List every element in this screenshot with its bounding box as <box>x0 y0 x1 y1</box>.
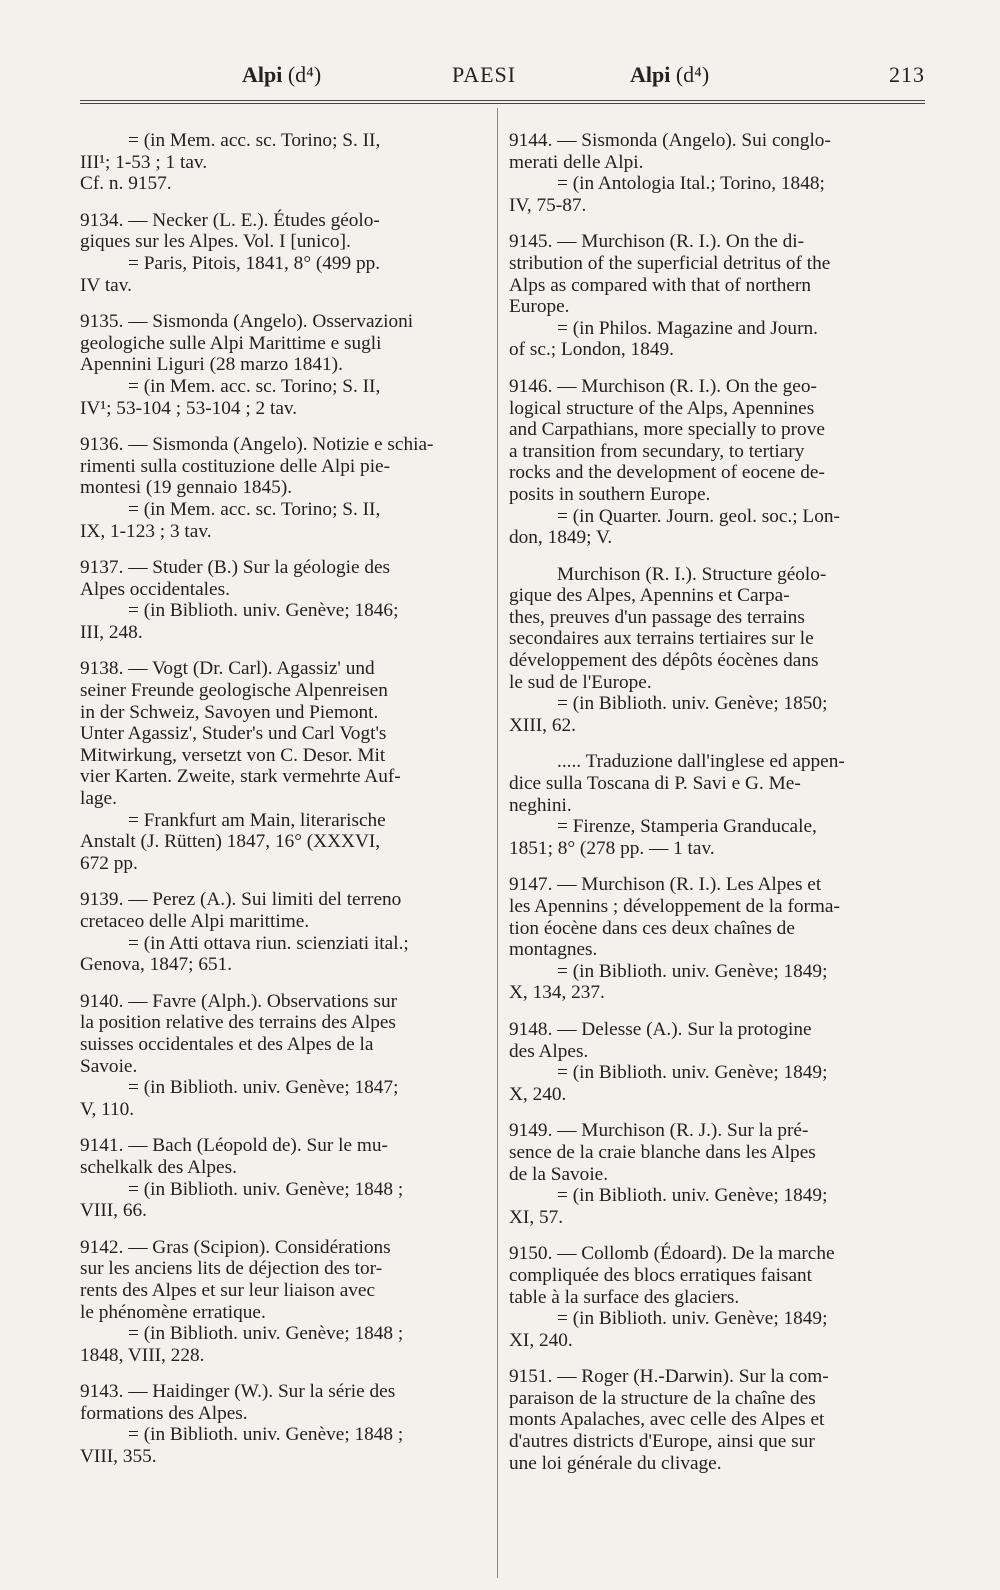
entry-line: in der Schweiz, Savoyen und Piemont. <box>80 701 379 723</box>
entry-line: 9151. — Roger (H.-Darwin). Sur la com- <box>509 1366 829 1388</box>
entry-line: ..... Traduzione dall'inglese ed appen- <box>557 751 845 773</box>
entry-line: = (in Antologia Ital.; Torino, 1848; <box>557 173 825 195</box>
entry-line: IV tav. <box>80 274 132 296</box>
entry-line: 1851; 8° (278 pp. — 1 tav. <box>509 837 715 859</box>
entry-line: 1848, VIII, 228. <box>80 1344 205 1366</box>
entry-line: compliquée des blocs erratiques faisant <box>509 1264 813 1286</box>
entry-line: la position relative des terrains des Alpes <box>80 1012 396 1034</box>
entry-line: = (in Philos. Magazine and Journ. <box>557 317 818 339</box>
entry-line: Unter Agassiz', Studer's und Carl Vogt's <box>80 723 387 745</box>
entry-line: neghini. <box>509 794 572 816</box>
entry-line: don, 1849; V. <box>509 527 613 549</box>
entry-line: = (in Mem. acc. sc. Torino; S. II, <box>128 498 381 520</box>
bibliography-entry <box>509 1366 922 1474</box>
bibliography-entry <box>80 889 483 975</box>
entry-line: 9139. — Perez (A.). Sui limiti del terreno <box>80 889 402 911</box>
running-head-left <box>242 62 321 88</box>
entry-line: formations des Alpes. <box>80 1402 248 1424</box>
entry-line: = (in Mem. acc. sc. Torino; S. II, <box>128 130 381 151</box>
entry-line: Savoie. <box>80 1055 138 1077</box>
entry-line: 9140. — Favre (Alph.). Observations sur <box>80 990 398 1012</box>
entry-line: monts Apalaches, avec celle des Alpes et <box>509 1409 825 1431</box>
entry-line: 9145. — Murchison (R. I.). On the di- <box>509 231 805 253</box>
header-rule-top <box>80 100 925 101</box>
entry-line: dice sulla Toscana di P. Savi e G. Me- <box>509 773 801 795</box>
bibliography-entry <box>80 557 483 643</box>
entry-line: Alpes occidentales. <box>80 578 230 600</box>
entry-line: sur les anciens lits de déjection des tor- <box>80 1258 383 1280</box>
running-head-right-title: Alpi <box>630 62 671 87</box>
bibliography-entry <box>509 376 922 549</box>
entry-line: V, 110. <box>80 1098 135 1120</box>
bibliography-entry <box>80 210 483 296</box>
entry-line: d'autres districts d'Europe, ainsi que sur <box>509 1431 815 1453</box>
entry-line: paraison de la structure de la chaîne des <box>509 1387 816 1409</box>
entry-line: IV¹; 53-104 ; 53-104 ; 2 tav. <box>80 397 298 419</box>
entry-line: sence de la craie blanche dans les Alpes <box>509 1141 816 1163</box>
entry-line: geologiche sulle Alpi Marittime e sugli <box>80 332 382 354</box>
entry-line: montagnes. <box>509 939 598 961</box>
entry-line: = (in Biblioth. univ. Genève; 1849; <box>557 1308 828 1330</box>
entry-line: gique des Alpes, Apennins et Carpa- <box>509 585 790 607</box>
entry-line: 9150. — Collomb (Édoard). De la marche <box>509 1243 835 1265</box>
entry-line: III¹; 1-53 ; 1 tav. <box>80 151 208 173</box>
entry-line: 9141. — Bach (Léopold de). Sur le mu- <box>80 1135 388 1157</box>
running-head-left-subject: (d⁴) <box>287 62 322 87</box>
entry-line: VIII, 66. <box>80 1200 147 1222</box>
entry-line: Genova, 1847; 651. <box>80 954 233 976</box>
entry-line: 9138. — Vogt (Dr. Carl). Agassiz' und <box>80 658 375 680</box>
bibliography-entry <box>80 434 483 542</box>
entry-line: VIII, 355. <box>80 1446 157 1468</box>
bibliography-entry <box>509 1243 922 1351</box>
column-divider <box>497 108 498 1578</box>
entry-line: XIII, 62. <box>509 714 576 736</box>
entry-line: X, 240. <box>509 1083 567 1105</box>
running-head-left-title: Alpi <box>242 62 283 87</box>
entry-line: seiner Freunde geologische Alpenreisen <box>80 680 388 702</box>
entry-line: thes, preuves d'un passage des terrains <box>509 606 805 628</box>
bibliography-entry <box>509 231 922 361</box>
entry-line: table à la surface des glaciers. <box>509 1286 740 1308</box>
entry-line: schelkalk des Alpes. <box>80 1156 237 1178</box>
entry-line: 9137. — Studer (B.) Sur la géologie des <box>80 557 391 579</box>
entry-line: développement des dépôts éocènes dans <box>509 650 819 672</box>
entry-line: XI, 57. <box>509 1206 564 1228</box>
entry-line: = Frankfurt am Main, literarische <box>128 809 386 831</box>
entry-line: le sud de l'Europe. <box>509 671 652 693</box>
entry-line: = (in Mem. acc. sc. Torino; S. II, <box>128 375 381 397</box>
entry-line: suisses occidentales et des Alpes de la <box>80 1033 374 1055</box>
entry-line: = (in Atti ottava riun. scienziati ital.; <box>128 932 409 954</box>
entry-line: = Firenze, Stamperia Granducale, <box>557 816 817 838</box>
entry-line: Cf. n. 9157. <box>80 173 172 195</box>
entry-line: 9136. — Sismonda (Angelo). Notizie e schia- <box>80 434 434 456</box>
bibliography-entry <box>80 658 483 874</box>
entry-line: secondaires aux terrains tertiaires sur le <box>509 628 814 650</box>
running-head-center: PAESI <box>452 62 517 87</box>
bibliography-entry <box>509 130 922 216</box>
running-head-right <box>630 62 709 88</box>
entry-line: des Alpes. <box>509 1040 589 1062</box>
bibliography-entry <box>509 1019 922 1105</box>
page-header <box>80 62 925 100</box>
entry-line: le phénomène erratique. <box>80 1301 266 1323</box>
entry-line: cretaceo delle Alpi marittime. <box>80 911 310 932</box>
entry-line: of sc.; London, 1849. <box>509 339 674 361</box>
entry-line: 9142. — Gras (Scipion). Considérations <box>80 1236 391 1258</box>
bibliography-entry <box>80 1237 483 1367</box>
entry-line: = Paris, Pitois, 1841, 8° (499 pp. <box>128 252 381 274</box>
entry-line: = (in Biblioth. univ. Genève; 1849; <box>557 1062 828 1084</box>
entry-line: = (in Quarter. Journ. geol. soc.; Lon- <box>557 505 840 527</box>
entry-line: = (in Biblioth. univ. Genève; 1849; <box>557 1185 828 1207</box>
bibliography-entry <box>80 130 483 195</box>
entry-line: 672 pp. <box>80 852 138 874</box>
right-column <box>509 130 922 1489</box>
entry-line: a transition from secundary, to tertiary <box>509 440 805 462</box>
entry-line: les Apennins ; développement de la forma- <box>509 896 840 917</box>
entry-line: III, 248. <box>80 621 143 643</box>
entry-line: lage. <box>80 788 117 810</box>
entry-line: = (in Biblioth. univ. Genève; 1848 ; <box>128 1178 404 1200</box>
entry-line: = (in Biblioth. univ. Genève; 1846; <box>128 600 399 622</box>
entry-line: giques sur les Alpes. Vol. I [unico]. <box>80 231 351 253</box>
bibliography-entry <box>80 1381 483 1467</box>
entry-line: = (in Biblioth. univ. Genève; 1848 ; <box>128 1424 404 1446</box>
bibliography-entry <box>509 564 922 737</box>
entry-line: rimenti sulla costituzione delle Alpi pie- <box>80 455 391 477</box>
entry-line: Mitwirkung, versetzt von C. Desor. Mit <box>80 744 386 766</box>
entry-line: 9143. — Haidinger (W.). Sur la série des <box>80 1381 396 1403</box>
entry-line: 9147. — Murchison (R. I.). Les Alpes et <box>509 874 822 896</box>
entry-line: Anstalt (J. Rütten) 1847, 16° (XXXVI, <box>80 831 381 853</box>
page-number: 213 <box>889 62 925 87</box>
entry-line: 9134. — Necker (L. E.). Études géolo- <box>80 209 380 231</box>
entry-line: and Carpathians, more specially to prove <box>509 419 825 441</box>
entry-line: merati delle Alpi. <box>509 151 644 173</box>
entry-line: = (in Biblioth. univ. Genève; 1849; <box>557 960 828 982</box>
bibliography-entry <box>509 1120 922 1228</box>
entry-line: IV, 75-87. <box>509 194 587 216</box>
entry-line: montesi (19 gennaio 1845). <box>80 477 293 499</box>
entry-line: vier Karten. Zweite, stark vermehrte Auf- <box>80 766 401 788</box>
header-rule-bottom <box>80 103 925 104</box>
entry-line: Apennini Liguri (28 marzo 1841). <box>80 354 343 376</box>
bibliography-entry <box>509 874 922 1004</box>
entry-line: 9146. — Murchison (R. I.). On the geo- <box>509 375 817 397</box>
entry-line: posits in southern Europe. <box>509 483 711 505</box>
entry-line: = (in Biblioth. univ. Genève; 1848 ; <box>128 1323 404 1345</box>
running-head-right-subject: (d⁴) <box>675 62 710 87</box>
entry-line: 9149. — Murchison (R. J.). Sur la pré- <box>509 1120 809 1142</box>
entry-line: stribution of the superficial detritus of the <box>509 252 831 274</box>
entry-line: une loi générale du clivage. <box>509 1452 722 1474</box>
entry-line: rents des Alpes et sur leur liaison avec <box>80 1279 376 1301</box>
entry-line: rocks and the development of eocene de- <box>509 462 825 484</box>
entry-line: 9135. — Sismonda (Angelo). Osservazioni <box>80 311 414 333</box>
entry-line: = (in Biblioth. univ. Genève; 1850; <box>557 693 828 715</box>
bibliography-entry <box>80 1135 483 1221</box>
bibliography-entry <box>80 991 483 1121</box>
entry-line: Europe. <box>509 296 570 318</box>
entry-line: Alps as compared with that of northern <box>509 274 811 296</box>
entry-line: IX, 1-123 ; 3 tav. <box>80 520 212 542</box>
entry-line: 9144. — Sismonda (Angelo). Sui conglo- <box>509 130 831 151</box>
entry-line: logical structure of the Alps, Apennines <box>509 397 815 419</box>
bibliography-entry <box>80 311 483 419</box>
entry-line: Murchison (R. I.). Structure géolo- <box>557 563 827 585</box>
entry-line: = (in Biblioth. univ. Genève; 1847; <box>128 1077 399 1099</box>
entry-line: XI, 240. <box>509 1329 573 1351</box>
entry-line: tion éocène dans ces deux chaînes de <box>509 917 795 939</box>
entry-line: 9148. — Delesse (A.). Sur la protogine <box>509 1018 812 1040</box>
entry-line: de la Savoie. <box>509 1163 609 1185</box>
left-column <box>80 130 483 1483</box>
entry-line: X, 134, 237. <box>509 982 605 1004</box>
bibliography-entry <box>509 751 922 859</box>
